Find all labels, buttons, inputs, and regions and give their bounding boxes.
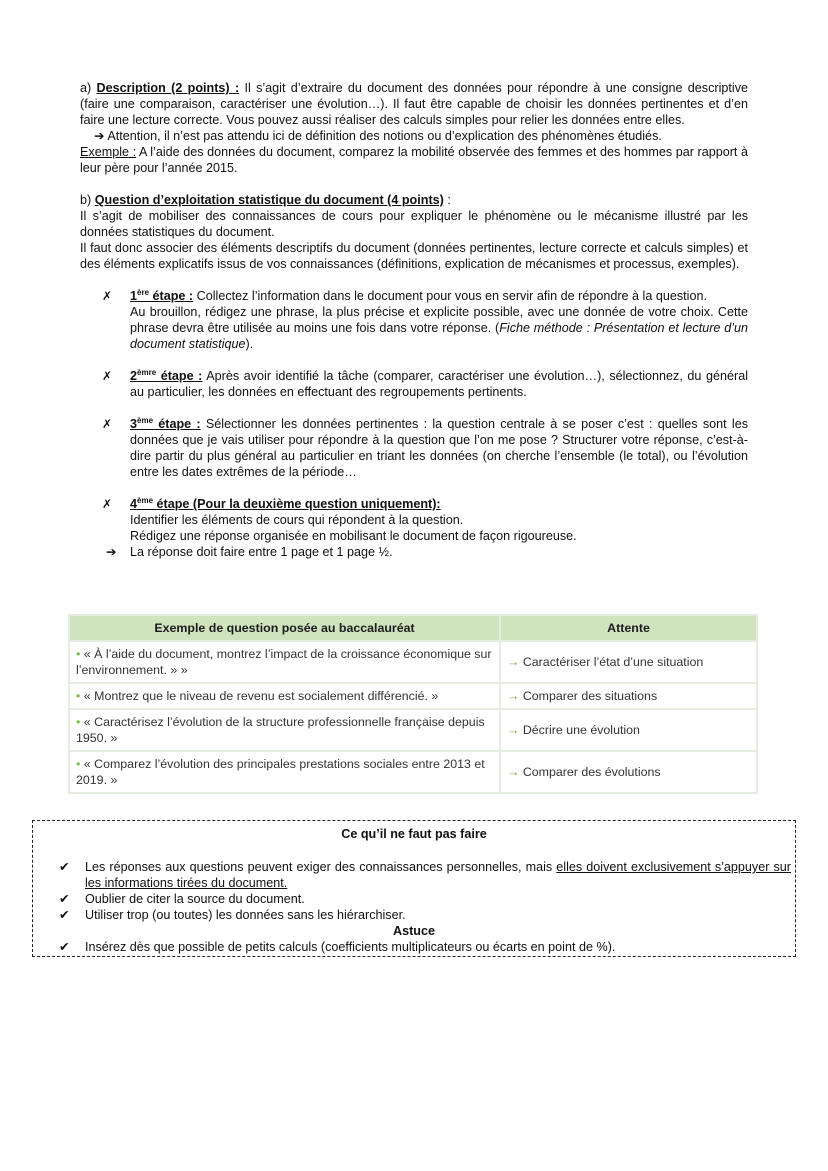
section-b-title (80, 192, 748, 208)
section-a-prefix: a) (80, 81, 97, 95)
box-title: Ce qu’il ne faut pas faire (341, 827, 487, 841)
question-text: « Comparez l’évolution des principales prestations sociales entre 2013 et 2019. » (76, 757, 485, 787)
table-row (69, 641, 757, 683)
section-b-heading: Question d’exploitation statistique du document (4 points) (94, 193, 444, 207)
cross-mark-icon: ✗ (102, 289, 113, 303)
step-1-text: Collectez l’information dans le document pour vous en servir afin de répondre à la question. (193, 289, 707, 303)
question-text: « À l’aide du document, montrez l’impact de la croissance économique sur l’environnement. » » (76, 647, 492, 677)
section-b-heading-suffix: : (443, 193, 451, 207)
arrow-right-icon: → (507, 655, 520, 669)
section-a-heading: Description (2 points) : (96, 81, 240, 95)
list-item (33, 859, 795, 891)
step-1-text2-end: ). (245, 337, 254, 351)
table-row (69, 683, 757, 709)
question-text: « Caractérisez l’évolution de la structure professionnelle française depuis 1950. » (76, 715, 485, 745)
attente-cell (500, 641, 757, 683)
table-row (69, 751, 757, 793)
example-label: Exemple : (80, 145, 137, 159)
header-attente: Attente (500, 615, 757, 641)
section-a-paragraph (80, 80, 748, 128)
section-b-prefix: b) (80, 193, 95, 207)
item-text: Insérez dès que possible de petits calculs (coefficients multiplicateurs ou écarts en point de %). (85, 940, 616, 954)
step-3 (80, 416, 748, 480)
check-icon: ✔ (59, 940, 70, 954)
table-header-row (69, 615, 757, 641)
item-text: Les réponses aux questions peuvent exiger des connaissances personnelles, mais (85, 860, 557, 874)
item-text: Oublier de citer la source du document. (85, 892, 305, 906)
step-4-label: 4ème étape (Pour la deuxième question uniquement): (130, 495, 441, 511)
step-3-label: 3ème étape : (130, 415, 201, 431)
cross-mark-icon: ✗ (102, 497, 113, 511)
arrow-right-icon: → (507, 689, 520, 703)
section-a-note (80, 128, 748, 144)
step-1-method-ref: Fiche méthode : Présentation et lecture d’un document statistique (130, 321, 749, 351)
question-cell (69, 709, 500, 751)
step-4-line2: Rédigez une réponse organisée en mobilisant le document de façon rigoureuse. (130, 529, 577, 543)
attente-cell (500, 709, 757, 751)
check-icon: ✔ (59, 908, 70, 922)
bullet-icon: • (76, 647, 81, 661)
arrow-right-icon: → (507, 723, 520, 737)
attente-cell (500, 751, 757, 793)
attente-text: Comparer des situations (522, 689, 658, 703)
check-icon: ✔ (59, 892, 70, 906)
step-1-text2: Au brouillon, rédigez une phrase, la plus précise et explicite possible, avec une donnée de votre choix. Cette phrase devra être utilisée au moins une fois dans votre réponse. ( (130, 305, 748, 335)
arrow-icon: ➔ (106, 545, 117, 559)
cross-mark-icon: ✗ (102, 417, 113, 431)
final-note-text: La réponse doit faire entre 1 page et 1 page ½. (130, 545, 393, 559)
bullet-icon: • (76, 757, 81, 771)
question-text: « Montrez que le niveau de revenu est socialement différencié. » (83, 689, 439, 703)
step-1-label: 1ère étape : (130, 287, 194, 303)
astuce-list (33, 939, 795, 955)
step-1 (80, 288, 748, 352)
attente-cell (500, 683, 757, 709)
example-text: A l’aide des données du document, comparez la mobilité observée des femmes et des hommes par rapport à leur père pour l’année 2015. (80, 145, 748, 175)
question-cell (69, 751, 500, 793)
cross-mark-icon: ✗ (102, 369, 113, 383)
bullet-icon: • (76, 689, 81, 703)
section-a-example (80, 144, 748, 176)
attente-text: Comparer des évolutions (522, 765, 661, 779)
header-question: Exemple de question posée au baccalauréat (69, 615, 500, 641)
section-a-note-text: Attention, il n’est pas attendu ici de définition des notions ou d’explication des phénomènes étudiés. (104, 129, 662, 143)
arrow-right-icon: → (507, 765, 520, 779)
step-4-line1: Identifier les éléments de cours qui répondent à la question. (130, 513, 464, 527)
final-note (80, 544, 748, 560)
document-body (80, 80, 748, 560)
item-text: Utiliser trop (ou toutes) les données sans les hiérarchiser. (85, 908, 406, 922)
list-item (33, 907, 795, 923)
list-item (33, 891, 795, 907)
bullet-icon: • (76, 715, 81, 729)
section-b-para1: Il s’agit de mobiliser des connaissances de cours pour expliquer le phénomène ou le mécanisme illustré par les données statistiques du document. (80, 209, 748, 239)
section-b-para2: Il faut donc associer des éléments descriptifs du document (données pertinentes, lecture correcte et calculs simples) et des éléments explicatifs issus de vos connaissances (définitions, explication de mécanismes et processus, exemples). (80, 241, 748, 271)
step-2-text: Après avoir identifié la tâche (comparer, caractériser une évolution…), sélectionnez, du général au particulier, les données en effectuant des regroupements pertinents. (130, 369, 749, 399)
example-table (68, 614, 758, 794)
section-a-text: Il s’agit d’extraire du document des données pour répondre à une consigne descriptive (faire une comparaison, caractériser une évolution…). Il faut être capable de choisir les données pertinentes et d’en faire une lecture correcte. Vous pouvez aussi réaliser des calculs simples pour relier les données entre elles. (80, 81, 748, 127)
question-cell (69, 683, 500, 709)
list-item (33, 939, 795, 955)
dont-do-box (32, 820, 796, 957)
question-cell (69, 641, 500, 683)
step-4 (80, 496, 748, 544)
dont-do-list (33, 859, 795, 923)
arrow-icon: ➔ (94, 129, 105, 143)
item-text-underlined: elles doivent exclusivement s’appuyer sur les informations tirées du document. (85, 860, 791, 890)
astuce-title: Astuce (393, 924, 435, 938)
step-2 (80, 368, 748, 400)
step-3-text: Sélectionner les données pertinentes : la question centrale à se poser c’est : quelles sont les données que je vais utiliser pour répondre à la question que l’on me pose ? Structurer votre réponse, c’est-à-dire partir du plus général au particulier en triant les données (on cherche l’ensemble (le total), ou l’évolution entre les dates extrêmes de la période… (130, 417, 748, 479)
table-row (69, 709, 757, 751)
attente-text: Caractériser l’état d’une situation (522, 655, 704, 669)
step-2-label: $2^{èmre}$ étape : (130, 367, 203, 383)
check-icon: ✔ (59, 860, 70, 874)
attente-text: Décrire une évolution (522, 723, 640, 737)
